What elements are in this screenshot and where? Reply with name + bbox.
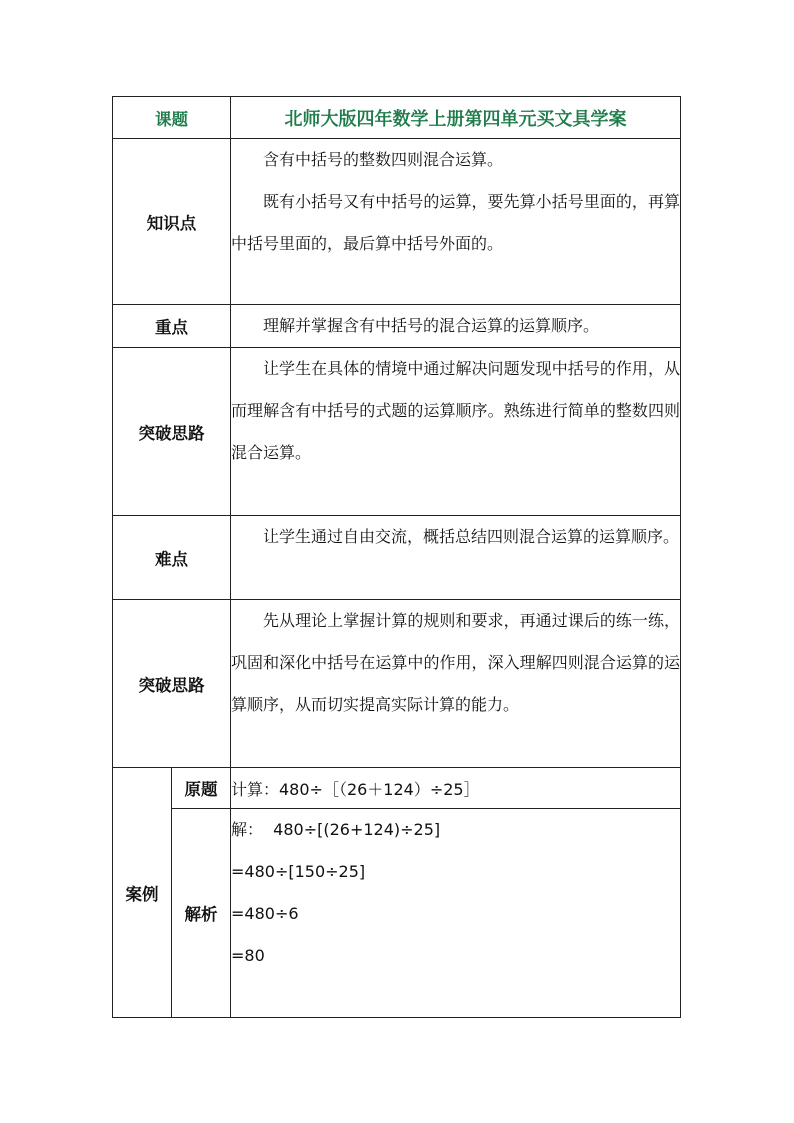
- knowledge-content: [231, 139, 681, 305]
- question-row: [113, 768, 681, 809]
- approach1-label: 突破思路: [113, 348, 231, 516]
- approach2-row: [113, 600, 681, 768]
- approach2-label: 突破思路: [113, 600, 231, 768]
- key-point-label: 重点: [113, 305, 231, 348]
- key-point-content: [231, 305, 681, 348]
- solution-step-1: 解： 480÷[(26+124)÷25]: [231, 820, 441, 839]
- difficulty-label: 难点: [113, 516, 231, 600]
- solution-step-2: =480÷[150÷25]: [231, 862, 366, 881]
- key-point-text: 理解并掌握含有中括号的混合运算的运算顺序。: [263, 316, 600, 335]
- approach2-text: 先从理论上掌握计算的规则和要求，再通过课后的练一练，巩固和深化中括号在运算中的作用，深入理解四则混合运算的运算顺序，从而切实提高实际计算的能力。: [231, 611, 680, 714]
- analysis-label: 解析: [172, 809, 231, 1018]
- question-text: 计算：480÷［（26＋124）÷25］: [231, 768, 681, 809]
- difficulty-text: 让学生通过自由交流，概括总结四则混合运算的运算顺序。: [263, 527, 680, 546]
- solution-step-4: =80: [231, 946, 265, 965]
- analysis-content: [231, 809, 681, 1018]
- solution-step-3: =480÷6: [231, 904, 299, 923]
- topic-label: 课题: [113, 97, 231, 139]
- difficulty-row: [113, 516, 681, 600]
- example-label: 案例: [113, 768, 172, 1018]
- question-label: 原题: [172, 768, 231, 809]
- knowledge-label: 知识点: [113, 139, 231, 305]
- analysis-row: [113, 809, 681, 1018]
- approach1-row: [113, 348, 681, 516]
- lesson-title: 北师大版四年数学上册第四单元买文具学案: [231, 97, 681, 139]
- title-row: [113, 97, 681, 139]
- approach1-text: 让学生在具体的情境中通过解决问题发现中括号的作用，从而理解含有中括号的式题的运算顺序。熟练进行简单的整数四则混合运算。: [231, 359, 680, 462]
- knowledge-line-2: 既有小括号又有中括号的运算，要先算小括号里面的，再算中括号里面的，最后算中括号外面的。: [231, 192, 680, 253]
- key-point-row: [113, 305, 681, 348]
- lesson-plan-table: [112, 96, 681, 1018]
- difficulty-content: [231, 516, 681, 600]
- knowledge-row: [113, 139, 681, 305]
- approach2-content: [231, 600, 681, 768]
- approach1-content: [231, 348, 681, 516]
- knowledge-line-1: 含有中括号的整数四则混合运算。: [263, 150, 504, 169]
